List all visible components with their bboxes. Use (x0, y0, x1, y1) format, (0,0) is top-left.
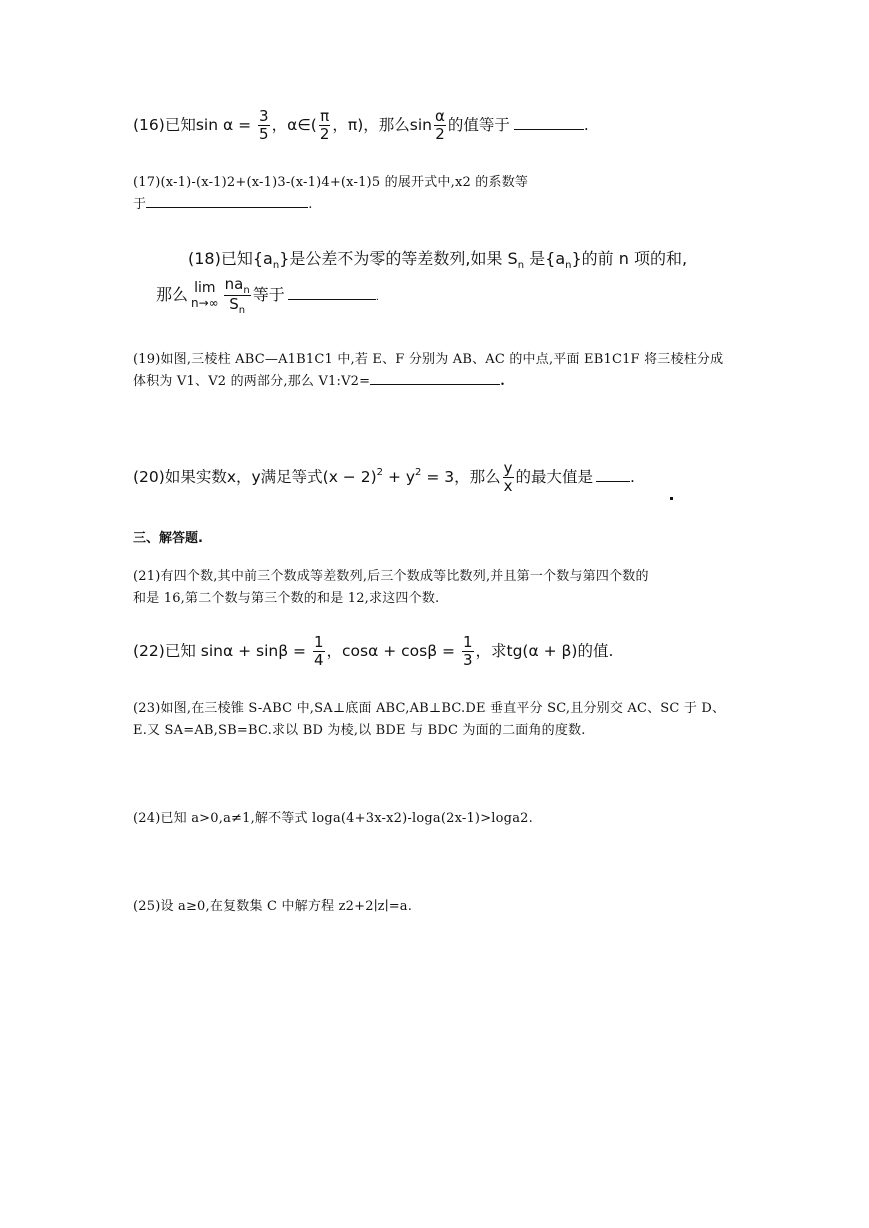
q20-fraction (503, 460, 514, 495)
question-24: (24)已知 a>0,a≠1,解不等式 loga(4+3x-x2)-loga(2x-1)>loga2. (133, 811, 533, 826)
q19-line1: (19)如图,三棱柱 ABC—A1B1C1 中,若 E、F 分别为 AB、AC 的中点,平面 EB1C1F 将三棱柱分成 (133, 352, 724, 367)
q22-suffix: ，求tg(α + β)的值. (475, 642, 614, 660)
q22-prefix: (22)已知 sinα + sinβ = (133, 642, 311, 660)
q18-answer-blank (288, 283, 376, 300)
q16-den1: 5 (259, 125, 269, 143)
q16-end: . (583, 116, 589, 134)
question-21 (133, 566, 649, 610)
q19-line2 (133, 371, 723, 393)
q18-sub-a2: n (565, 260, 572, 271)
q17-line2-prefix: 于 (133, 197, 147, 212)
q22-num1: 1 (313, 633, 324, 651)
q20-end: . (630, 468, 635, 486)
q16-fraction-2 (319, 108, 331, 143)
q21-line2: 和是 16,第二个数与第三个数的和是 12,求这四个数. (133, 591, 440, 606)
q18-text-a: (18)已知{a (188, 249, 273, 268)
q16-sin: sin α = (195, 116, 257, 134)
q20-mid2: = 3，那么 (421, 468, 501, 486)
question-17 (133, 172, 528, 216)
q16-num3: α (435, 107, 445, 125)
q17-line1: (17)(x-1)-(x-1)2+(x-1)3-(x-1)4+(x-1)5 的展开式中,x2 的系数等 (133, 175, 529, 190)
question-22 (133, 634, 613, 669)
q23-line1: (23)如图,在三棱锥 S-ABC 中,SA⊥底面 ABC,AB⊥BC.DE 垂直平分 SC,且分别交 AC、SC 于 D、 (133, 701, 726, 716)
question-25: (25)设 a≥0,在复数集 C 中解方程 z2+2∣z∣=a. (133, 899, 413, 914)
question-19 (133, 349, 723, 393)
q19-answer-blank (370, 372, 500, 385)
q22-num2: 1 (462, 633, 473, 651)
question-18-line2 (156, 276, 379, 315)
q16-fraction-3 (434, 108, 446, 143)
q18-limit (191, 281, 219, 311)
q22-fraction-2 (462, 634, 474, 669)
section-3-heading: 三、解答题. (133, 531, 203, 546)
q18-frac-num (224, 276, 251, 296)
q22-den1: 4 (313, 651, 324, 669)
q22-mid: ，cosα + cosβ = (326, 642, 460, 660)
q20-prefix: (20)如果实数x，y满足等式(x − 2) (133, 468, 377, 486)
question-16 (133, 108, 589, 143)
q18-sub-a: n (272, 260, 280, 271)
q18-fraction (224, 276, 251, 315)
q16-prefix: (16)已知 (133, 116, 196, 134)
q22-fraction-1 (313, 634, 325, 669)
q18-frac-den (224, 296, 251, 315)
q16-fraction-1 (258, 108, 270, 143)
question-18-line1 (188, 246, 687, 269)
q16-alpha-in: ，α∈( (271, 116, 317, 134)
q18-frac-den-text: S (229, 295, 239, 313)
q18-lim-bot: n→∞ (191, 295, 219, 310)
q18-lim-top: lim (194, 279, 216, 296)
q19-end: . (500, 374, 505, 389)
q16-sin2: sin (409, 116, 433, 134)
q16-den3: 2 (435, 125, 445, 143)
q20-mid: + y (383, 468, 416, 486)
q17-end: . (308, 197, 313, 212)
q17-line2 (133, 194, 528, 216)
q18-frac-den-sub: n (238, 305, 246, 316)
q17-answer-blank (146, 195, 308, 208)
q19-line2-prefix: 体积为 V1、V2 的两部分,那么 V1:V2= (133, 374, 371, 389)
q18-text-d: }的前 n 项的和, (571, 249, 688, 268)
q16-suffix: 的值等于 (447, 116, 510, 134)
q21-line1: (21)有四个数,其中前三个数成等差数列,后三个数成等比数列,并且第一个数与第四个数的 (133, 569, 649, 584)
stray-dot (670, 497, 673, 500)
q20-suffix: 的最大值是 (515, 468, 594, 486)
q16-pi: ，π)，那么 (332, 116, 410, 134)
question-23 (133, 698, 725, 742)
q16-den2: 2 (319, 125, 330, 143)
q20-den: x (503, 477, 513, 495)
q16-num1: 3 (259, 107, 269, 125)
q18-text-b: }是公差不为零的等差数列,如果 S (279, 249, 518, 268)
q18-frac-num-text: na (224, 275, 244, 293)
q18-frac-num-sub: n (243, 285, 250, 296)
q18-end: . (375, 292, 379, 303)
q22-den2: 3 (462, 651, 473, 669)
q18-line2-prefix: 那么 (156, 285, 189, 304)
q20-num: y (503, 459, 513, 477)
question-20 (133, 460, 635, 495)
q20-answer-blank (596, 465, 630, 482)
q20-sup2: 2 (415, 467, 422, 478)
q20-sup1: 2 (376, 467, 384, 478)
q18-sub-s: n (517, 260, 525, 271)
q16-answer-blank (514, 113, 584, 130)
q16-num2: π (320, 107, 330, 125)
q18-line2-suffix: 等于 (252, 285, 285, 304)
q23-line2: E.又 SA=AB,SB=BC.求以 BD 为棱,以 BDE 与 BDC 为面的二面角的度数. (133, 723, 586, 738)
q18-text-c: 是{a (524, 249, 566, 268)
